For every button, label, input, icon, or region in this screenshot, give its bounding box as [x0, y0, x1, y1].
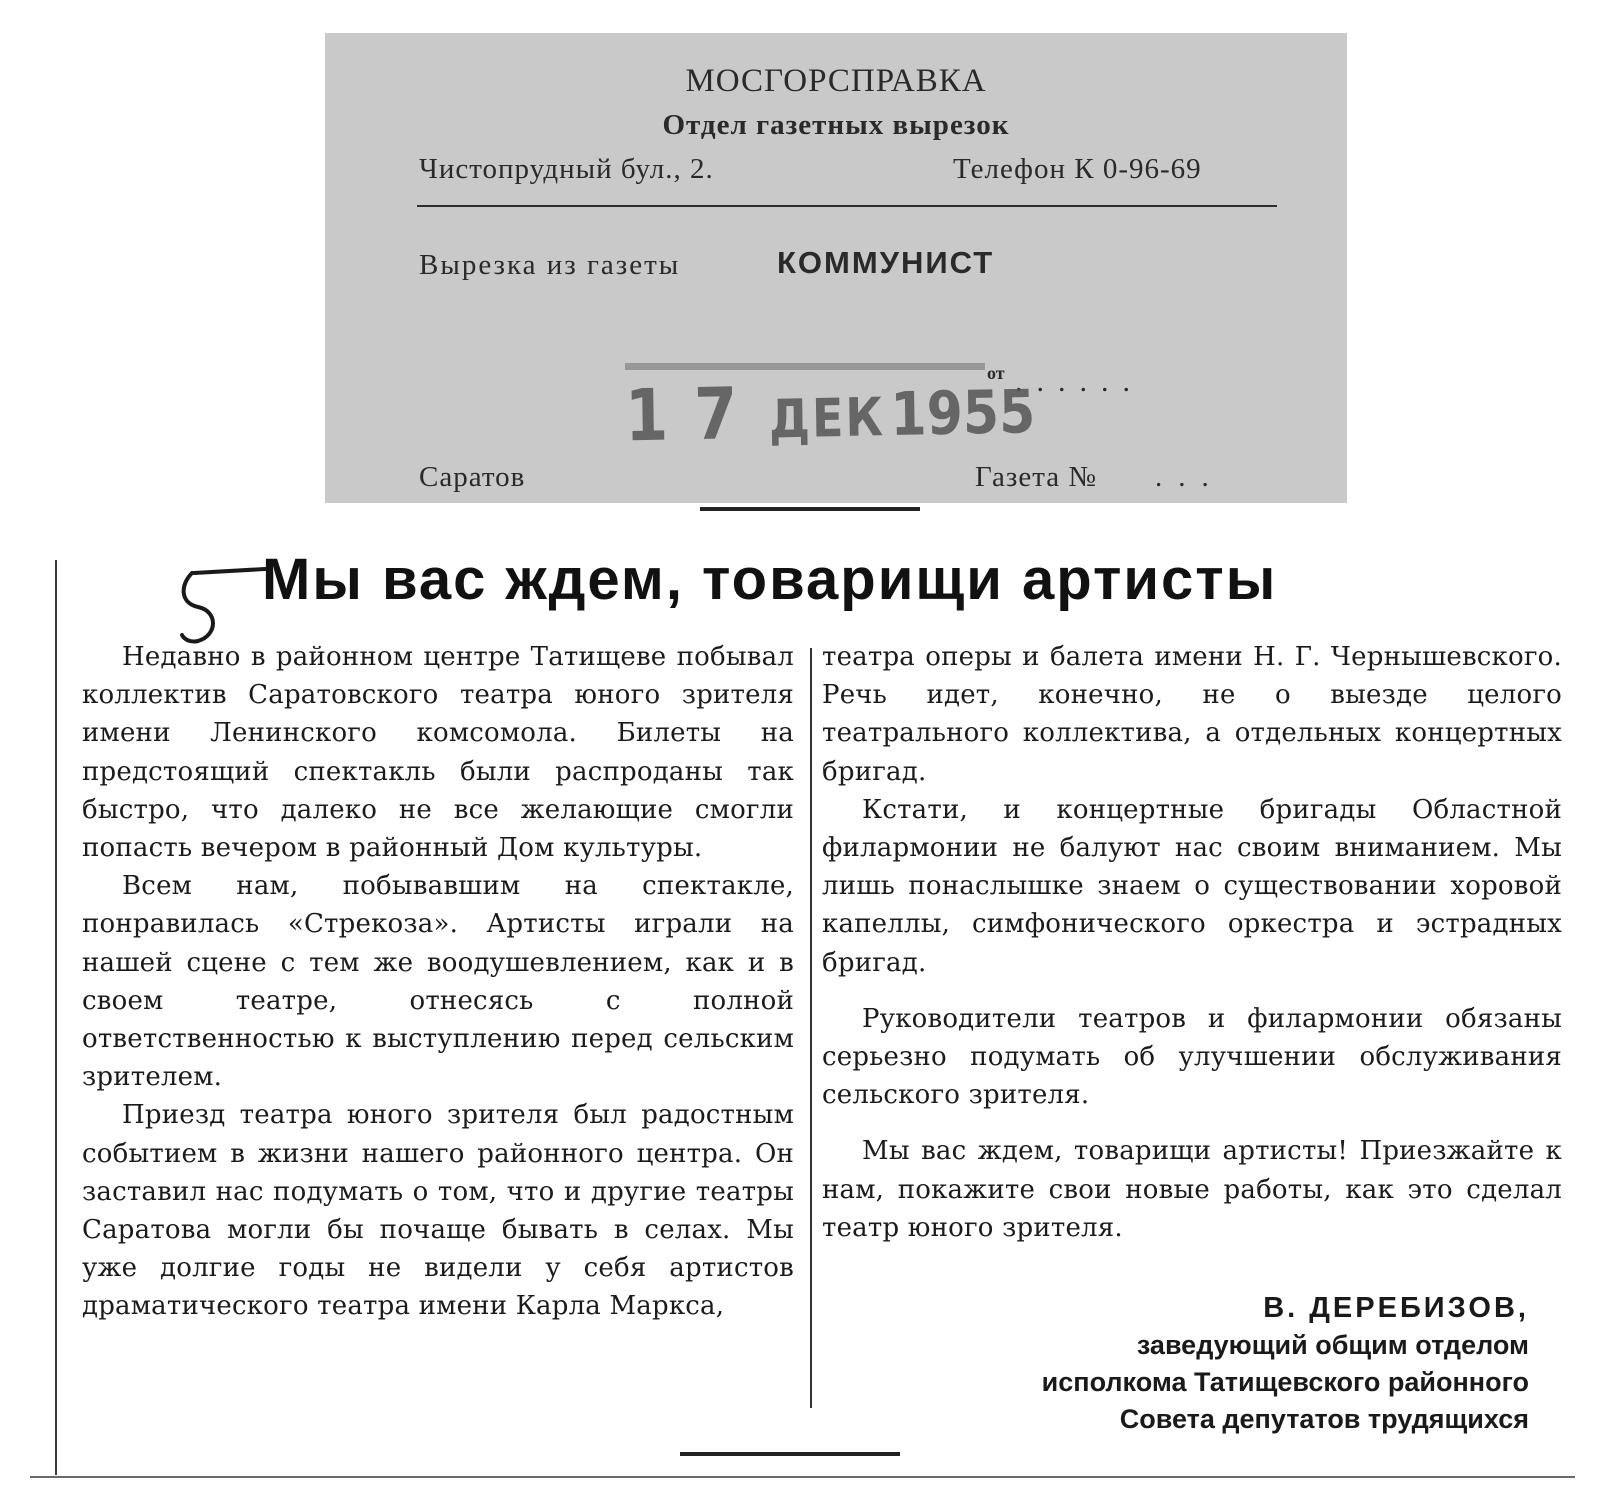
label-city: Саратов — [419, 461, 526, 493]
article-headline: Мы вас ждем, товарищи артисты — [262, 547, 1278, 612]
bottom-rule — [680, 1452, 900, 1456]
label-issue: Газета № — [975, 461, 1098, 493]
paragraph: Приезд театра юного зрителя был радостным событием в жизни нашего районного центра. Он заставил нас подумать о том, что и другие театры Саратова могли бы почаще бывать в селах. Мы уже долгие годы не видели у себя артистов драматического театра имени Карла Маркса, — [82, 1100, 794, 1322]
author-title-line: исполкома Татищевского районного — [1041, 1367, 1529, 1397]
article-left-column — [82, 638, 794, 1326]
paragraph: театра оперы и балета имени Н. Г. Чернышевского. Речь идет, конечно, не о выезде целого театрального коллектива, а отдельных концертных бригад. — [822, 642, 1562, 787]
stamp-day: 17 — [624, 370, 764, 458]
article-right-column — [822, 638, 1562, 1247]
paragraph: Мы вас ждем, товарищи артисты! Приезжайте к нам, покажите свои новые работы, как это сделал театр юного зрителя. — [822, 1136, 1562, 1243]
article-signature — [1042, 1290, 1529, 1438]
stamp-month: ДЕК — [768, 385, 886, 451]
label-organization: МОСГОРСПРАВКА — [685, 63, 987, 99]
label-phone: Телефон К 0-96-69 — [953, 153, 1202, 185]
paragraph: Всем нам, побывавшим на спектакле, понравилась «Стрекоза». Артисты играли на нашей сцене с тем же воодушевлением, как и в своем театре, отнесясь с полной ответственностью к выступлению перед сельским зрителем. — [82, 871, 794, 1093]
author-title-line: Совета депутатов трудящихся — [1119, 1404, 1529, 1434]
label-department: Отдел газетных вырезок — [662, 109, 1010, 141]
clipping-label — [325, 33, 1347, 503]
author-name: В. ДЕРЕБИЗОВ, — [1263, 1292, 1529, 1324]
paragraph: Руководители театров и филармонии обязаны серьезно подумать об улучшении обслуживания сельского зрителя. — [822, 1003, 1562, 1111]
clipping-bottom-edge — [30, 1476, 1575, 1478]
label-source-prefix: Вырезка из газеты — [419, 249, 681, 281]
label-divider — [417, 205, 1277, 207]
clipping-left-edge — [55, 560, 57, 1475]
column-divider — [810, 648, 812, 1408]
paragraph: Кстати, и концертные бригады Областной филармонии не балуют нас своим вниманием. Мы лишь понаслышке знаем о существовании хоровой капеллы, симфонического оркестра и эстрадных бригад. — [822, 794, 1562, 978]
label-from-dots: ...... — [1015, 365, 1144, 398]
label-source-name: КОММУНИСТ — [777, 245, 995, 280]
label-issue-dots: ... — [1155, 461, 1225, 493]
paragraph: Недавно в районном центре Татищеве побывал коллектив Саратовского театра юного зрителя имени Ленинского комсомола. Билеты на предстоящий спектакль были распроданы так быстро, что далеко не все желающие смогли попасть вечером в районный Дом культуры. — [82, 642, 794, 864]
author-title-line: заведующий общим отделом — [1136, 1330, 1529, 1360]
date-stamp — [624, 365, 1035, 457]
label-from: от — [987, 363, 1005, 383]
stamp-year: 1955 — [889, 378, 1036, 450]
top-rule — [700, 507, 920, 511]
label-address: Чистопрудный бул., 2. — [419, 153, 714, 185]
